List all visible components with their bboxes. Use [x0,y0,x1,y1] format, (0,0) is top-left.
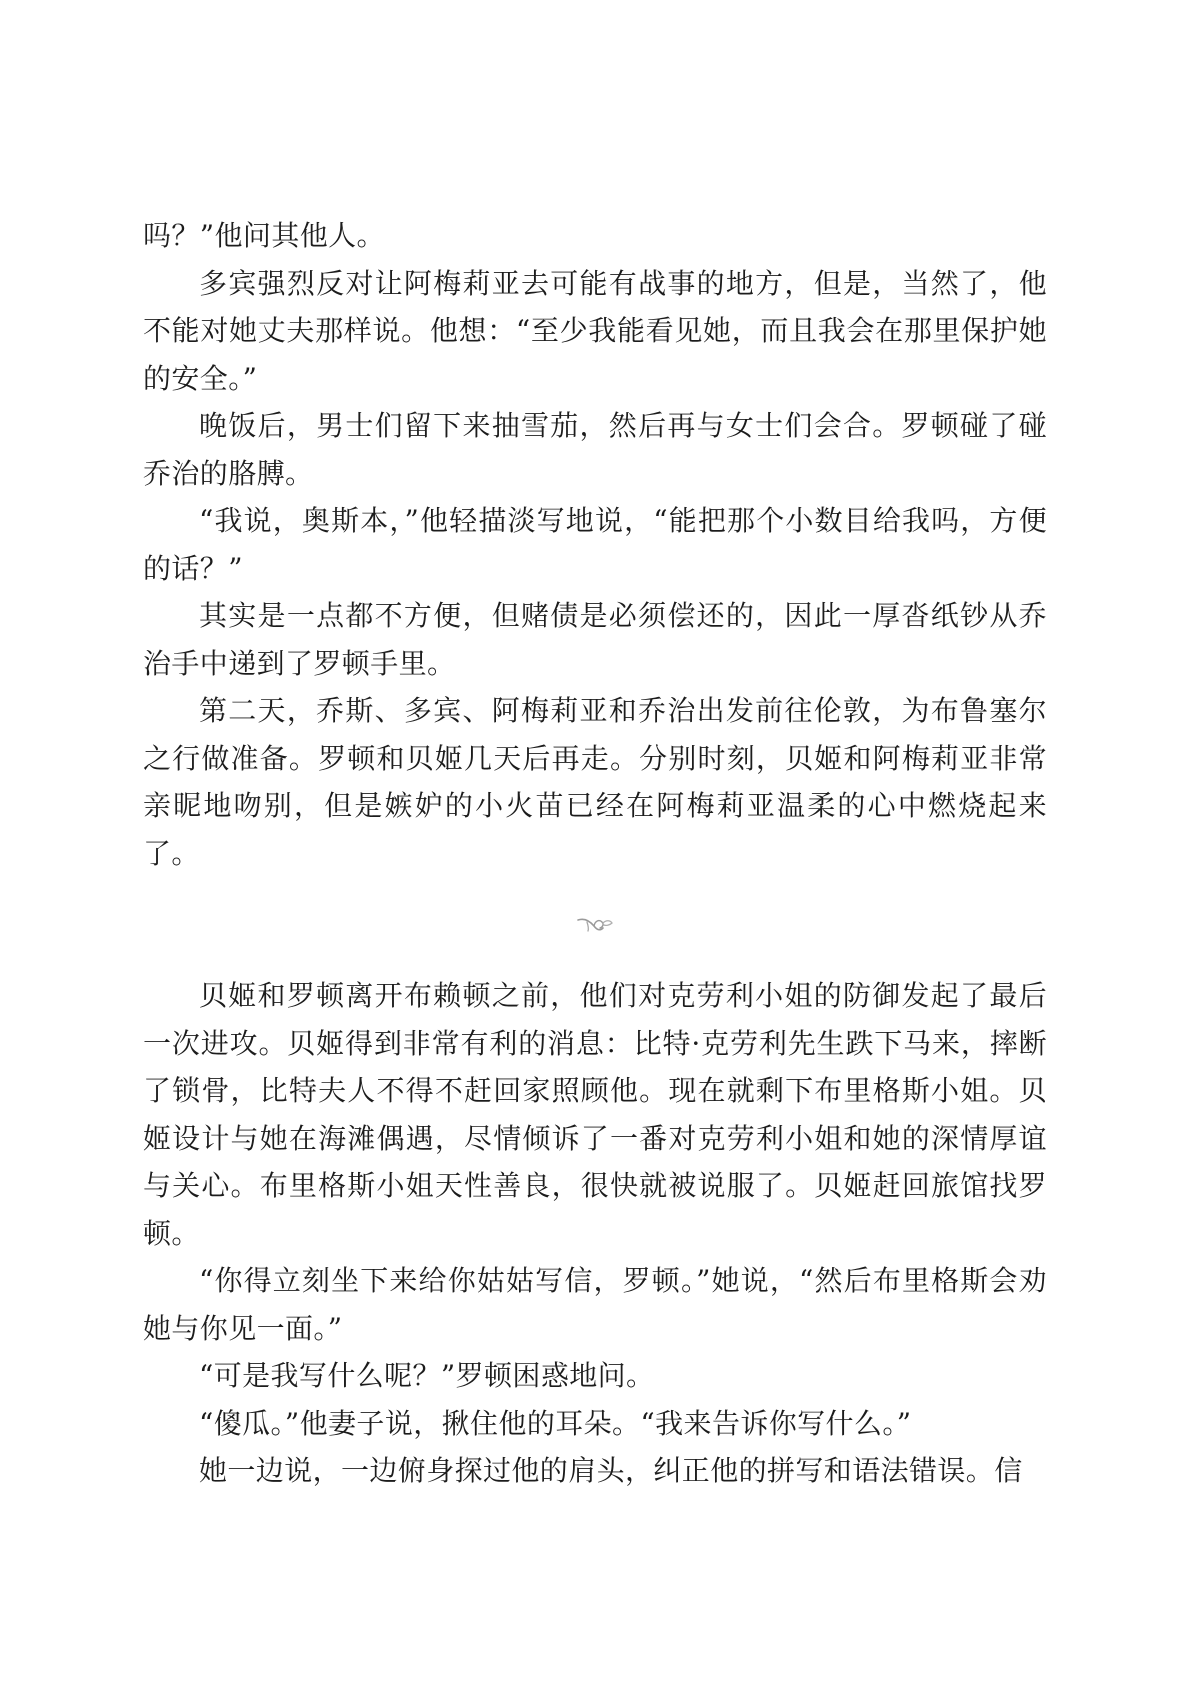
paragraph: “你得立刻坐下来给你姑姑写信，罗顿。”她说，“然后布里格斯会劝她与你见一面。” [143,1264,1047,1345]
paragraph: 她一边说，一边俯身探过他的肩头，纠正他的拼写和语法错误。信 [199,1454,1023,1487]
section-divider [143,877,1047,972]
paragraph: 贝姬和罗顿离开布赖顿之前，他们对克劳利小姐的防御发起了最后一次进攻。贝姬得到非常有利的消息：比特·克劳利先生跌下马来，摔断了锁骨，比特夫人不得不赶回家照顾他。现在就剩下布里格斯小姐。贝姬设计与她在海滩偶遇，尽情倾诉了一番对克劳利小姐和她的深情厚谊与关心。布里格斯小姐天性善良，很快就被说服了。贝姬赶回旅馆找罗顿。 [143,979,1047,1250]
paragraph: “傻瓜。”他妻子说，揪住他的耳朵。“我来告诉你写什么。” [199,1406,912,1440]
paragraph: 其实是一点都不方便，但赌债是必须偿还的，因此一厚沓纸钞从乔治手中递到了罗顿手里。 [143,599,1047,680]
paragraph: 第二天，乔斯、多宾、阿梅莉亚和乔治出发前往伦敦，为布鲁塞尔之行做准备。罗顿和贝姬几天后再走。分别时刻，贝姬和阿梅莉亚非常亲昵地吻别，但是嫉妒的小火苗已经在阿梅莉亚温柔的心中燃烧起来了。 [143,694,1047,870]
paragraph-continuation: 吗？”他问其他人。 [143,219,385,252]
book-page [143,212,1047,1495]
paragraph: 晚饭后，男士们留下来抽雪茄，然后再与女士们会合。罗顿碰了碰乔治的胳膊。 [143,409,1047,490]
paragraph: 多宾强烈反对让阿梅莉亚去可能有战事的地方，但是，当然了，他不能对她丈夫那样说。他想：“至少我能看见她，而且我会在那里保护她的安全。” [143,266,1047,395]
paragraph: “我说，奥斯本，”他轻描淡写地说，“能把那个小数目给我吗，方便的话？” [143,504,1047,585]
ornament-icon [575,914,615,936]
paragraph: “可是我写什么呢？”罗顿困惑地问。 [199,1359,655,1392]
